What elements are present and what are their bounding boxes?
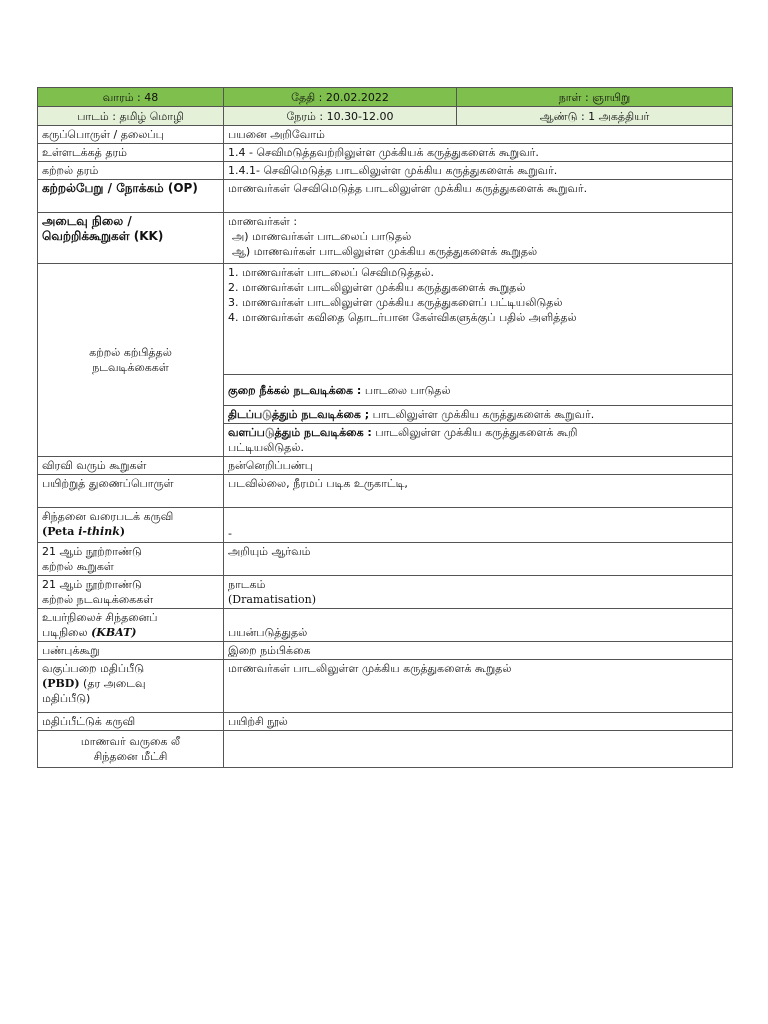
c21-elements-row (38, 543, 733, 576)
c21-elements-value: அறியும் ஆர்வம் (224, 543, 733, 576)
pbd-label (38, 660, 224, 713)
header-row-2 (38, 107, 733, 126)
pbd-label-line-1: வகுப்பறை மதிப்பீடு (42, 662, 145, 675)
pbd-row (38, 660, 733, 713)
cross-curricular-row (38, 457, 733, 475)
ithink-label-line-1: சிந்தனை வரைபடக் கருவி (42, 510, 174, 523)
c21-elements-label (38, 543, 224, 576)
ithink-label-line-2 (42, 524, 219, 539)
reflection-row (38, 731, 733, 768)
success-item-a: அ) மாணவர்கள் பாடலைப் பாடுதல் (232, 230, 412, 243)
week-cell: வாரம் : 48 (38, 88, 224, 107)
c21-activities-value-1: நாடகம் (228, 578, 266, 591)
year-cell: ஆண்டு : 1 அகத்தியர் (457, 107, 733, 126)
pbd-label-line-2 (42, 676, 219, 691)
enrichment-value-1: பாடலிலுள்ள முக்கிய கருத்துகளைக் கூறி (375, 426, 578, 439)
teaching-aids-label: பயிற்றுத் துணைப்பொருள் (38, 475, 224, 508)
header-row-1 (38, 88, 733, 107)
c21-activities-value-2: (Dramatisation) (228, 593, 316, 606)
ithink-em: i-think (78, 525, 120, 538)
learning-standard-label: கற்றல் தரம் (38, 162, 224, 180)
values-value: இறை நம்பிக்கை (224, 642, 733, 660)
c21-activities-label-line-2: கற்றல் நடவடிக்கைகள் (42, 593, 154, 606)
c21-elements-label-line-1: 21 ஆம் நூற்றாண்டு (42, 545, 142, 558)
enrichment-label: வளப்படுத்தும் நடவடிக்கை : (228, 426, 372, 439)
assessment-tool-row (38, 713, 733, 731)
teaching-aids-row (38, 475, 733, 508)
c21-activities-label (38, 576, 224, 609)
theme-label: கருப்பொருள் / தலைப்பு (38, 126, 224, 144)
assessment-tool-label: மதிப்பீட்டுக் கருவி (38, 713, 224, 731)
reinforcement-value: பாடலிலுள்ள முக்கிய கருத்துகளைக் கூறுவர். (372, 408, 595, 421)
content-standard-row (38, 144, 733, 162)
reinforcement-label: திடப்படுத்தும் நடவடிக்கை ; (228, 408, 370, 421)
remedial-value: பாடலை பாடுதல் (364, 383, 451, 397)
cross-curricular-label: விரவி வரும் கூறுகள் (38, 457, 224, 475)
subject-cell: பாடம் : தமிழ் மொழி (38, 107, 224, 126)
activities-steps (224, 264, 733, 375)
date-cell: தேதி : 20.02.2022 (224, 88, 457, 107)
assessment-tool-value: பயிற்சி நூல் (224, 713, 733, 731)
hots-label-line-1: உயர்நிலைச் சிந்தனைப் (42, 611, 158, 624)
reflection-label-line-2: சிந்தனை மீட்சி (93, 750, 168, 763)
learning-standard-value: 1.4.1- செவிமெடுத்த பாடலிலுள்ள முக்கிய கருத்துகளைக் கூறுவர். (224, 162, 733, 180)
activities-label-line-1: கற்றல் கற்பித்தல் (89, 346, 172, 359)
enrichment-cell (224, 424, 733, 457)
theme-row (38, 126, 733, 144)
enrichment-value-2: பட்டியலிடுதல். (228, 441, 304, 454)
cross-curricular-value: நன்னெறிப்பண்பு (224, 457, 733, 475)
success-criteria-value (224, 213, 733, 264)
content-standard-value: 1.4 - செவிமடுத்தவற்றிலுள்ள முக்கியக் கருத்துகளைக் கூறுவர். (224, 144, 733, 162)
pbd-label-line-3: மதிப்பீடு) (42, 692, 91, 705)
ithink-label (38, 508, 224, 543)
activities-row (38, 264, 733, 375)
remedial-label: குறை நீக்கல் நடவடிக்கை : (228, 383, 362, 397)
learning-standard-row (38, 162, 733, 180)
activities-label-line-2: நடவடிக்கைகள் (92, 361, 169, 374)
teaching-aids-value: படவில்லை, நீரமப் படிக உருகாட்டி, (224, 475, 733, 508)
success-item-b: ஆ) மாணவர்கள் பாடலிலுள்ள முக்கிய கருத்துகளைக் கூறுதல் (232, 245, 538, 258)
hots-label-text: படிநிலை (42, 626, 88, 639)
pbd-bold: (PBD) (42, 677, 80, 690)
objective-value: மாணவர்கள் செவிமெடுத்த பாடலிலுள்ள முக்கிய கருத்துகளைக் கூறுவர். (224, 180, 733, 213)
hots-label (38, 609, 224, 642)
ithink-suffix: ) (119, 525, 126, 538)
lesson-plan-table (37, 87, 733, 768)
ithink-row (38, 508, 733, 543)
remedial-cell (224, 375, 733, 406)
reflection-label (38, 731, 224, 768)
success-criteria-row (38, 213, 733, 264)
activity-step: 2. மாணவர்கள் பாடலிலுள்ள முக்கிய கருத்துகளைக் கூறுதல் (228, 281, 526, 294)
hots-value: பயன்படுத்துதல் (224, 609, 733, 642)
success-intro: மாணவர்கள் : (228, 215, 298, 228)
reinforcement-cell (224, 406, 733, 424)
reflection-label-line-1: மாணவர் வருகை லீ (80, 735, 181, 748)
c21-activities-value (224, 576, 733, 609)
reflection-value (224, 731, 733, 768)
objective-row (38, 180, 733, 213)
day-cell: நாள் : ஞாயிறு (457, 88, 733, 107)
success-criteria-label: அடைவு நிலை / வெற்றிக்கூறுகள் (KK) (38, 213, 224, 264)
objective-label: கற்றல்பேறு / நோக்கம் (OP) (38, 180, 224, 213)
activities-label (38, 264, 224, 457)
ithink-prefix: (Peta (42, 525, 79, 538)
ithink-value: - (224, 508, 733, 543)
theme-value: பயனை அறிவோம் (224, 126, 733, 144)
hots-label-line-2 (42, 625, 219, 640)
content-standard-label: உள்ளடக்கத் தரம் (38, 144, 224, 162)
activity-step: 3. மாணவர்கள் பாடலிலுள்ள முக்கிய கருத்துகளைப் பட்டியலிடுதல் (228, 296, 563, 309)
c21-activities-label-line-1: 21 ஆம் நூற்றாண்டு (42, 578, 142, 591)
activity-step: 4. மாணவர்கள் கவிதை தொடர்பான கேள்விகளுக்குப் பதில் அளித்தல் (228, 311, 577, 324)
c21-elements-label-line-2: கற்றல் கூறுகள் (42, 560, 114, 573)
pbd-label-text: (தர அடைவு (83, 677, 146, 690)
c21-activities-row (38, 576, 733, 609)
activity-step: 1. மாணவர்கள் பாடலைப் செவிமடுத்தல். (228, 266, 435, 279)
values-row (38, 642, 733, 660)
time-cell: நேரம் : 10.30-12.00 (224, 107, 457, 126)
pbd-value: மாணவர்கள் பாடலிலுள்ள முக்கிய கருத்துகளைக் கூறுதல் (224, 660, 733, 713)
hots-kbat: (KBAT) (91, 626, 137, 639)
values-label: பண்புக்கூறு (38, 642, 224, 660)
hots-row (38, 609, 733, 642)
